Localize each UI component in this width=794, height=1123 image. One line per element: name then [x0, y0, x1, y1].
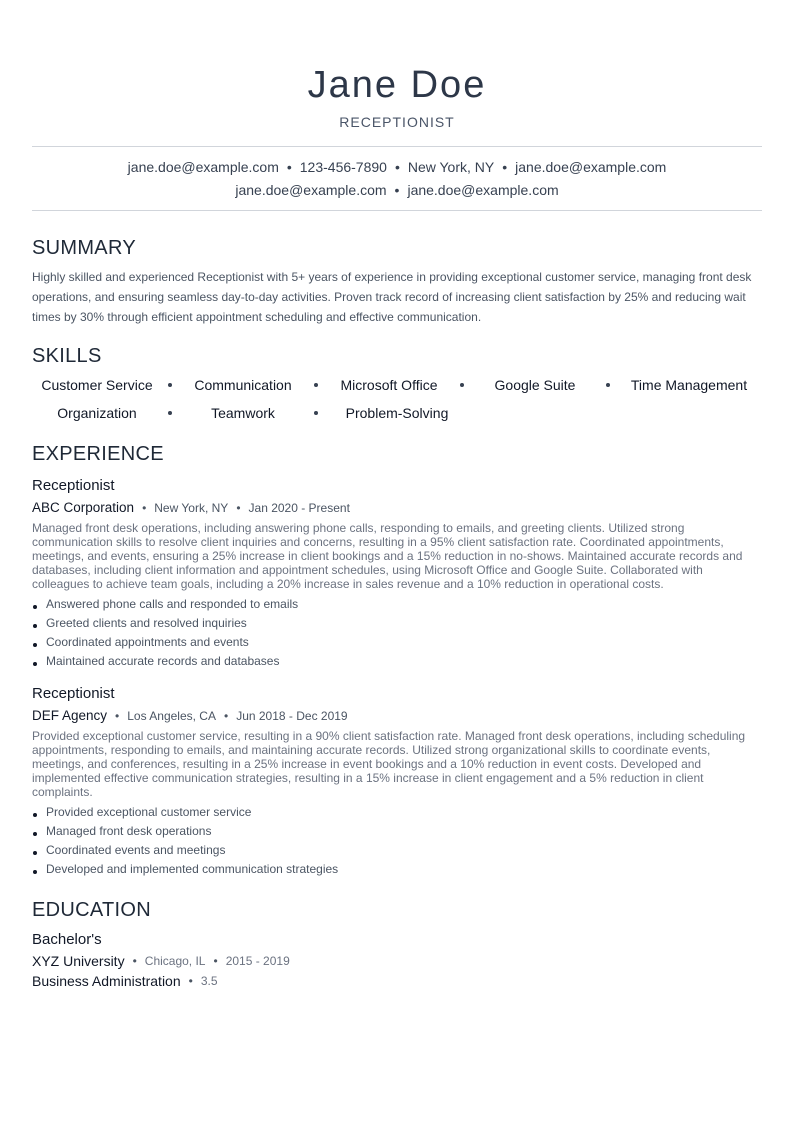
bullet-text: Coordinated events and meetings [46, 843, 226, 857]
section-title-experience: EXPERIENCE [32, 443, 164, 465]
experience-section [32, 443, 762, 879]
skill-item [32, 403, 178, 423]
separator-dot: • [236, 501, 241, 515]
skill-label: Time Management [630, 377, 748, 393]
list-item [32, 633, 762, 652]
contact-email[interactable]: jane.doe@example.com [407, 182, 559, 198]
separator-dot [314, 383, 318, 387]
education-gpa: 3.5 [200, 974, 218, 988]
education-school-line [32, 951, 762, 971]
job-location: Los Angeles, CA [127, 709, 216, 723]
education-field: Business Administration [32, 973, 181, 989]
skill-label: Teamwork [211, 405, 275, 421]
bullet-text: Answered phone calls and responded to emails [46, 597, 299, 611]
contact-divider [32, 210, 762, 211]
skill-item [324, 403, 470, 423]
contact-email[interactable]: jane.doe@example.com [235, 182, 387, 198]
contact-location: New York, NY [407, 159, 495, 175]
list-item [32, 860, 762, 879]
candidate-name: Jane Doe [307, 64, 487, 106]
job-description: Managed front desk operations, including answering phone calls, responding to emails, and greeting clients. Utilized strong communication skills to resolve client inquiries and concerns, resulting in a 95% client satisfaction rate. Coordinated appointments, meetings, and events, ensuring a 25% increase in client bookings and a 15% reduction in no-shows. Maintained accurate records and databases, including client information and appointment schedules, using Microsoft Office and Google Suite. Collaborated with colleagues to achieve team goals, including a 20% increase in sales revenue and a 10% reduction in operational costs. [32, 521, 743, 591]
bullet-icon [33, 605, 37, 609]
bullet-text: Maintained accurate records and databases [46, 654, 280, 668]
list-item [32, 841, 762, 860]
contact-line-2 [32, 179, 762, 202]
bullet-icon [33, 624, 37, 628]
contact-email[interactable]: jane.doe@example.com [515, 159, 667, 175]
job-dates: Jan 2020 - Present [248, 501, 350, 515]
bullet-icon [33, 662, 37, 666]
bullet-text: Managed front desk operations [46, 824, 212, 838]
education-location: Chicago, IL [144, 954, 206, 968]
bullet-text: Developed and implemented communication strategies [46, 862, 339, 876]
bullet-text: Coordinated appointments and events [46, 635, 249, 649]
skills-section [32, 345, 762, 423]
contact-email[interactable]: jane.doe@example.com [127, 159, 279, 175]
summary-section [32, 237, 762, 327]
skill-label: Problem-Solving [345, 405, 449, 421]
separator-dot: • [213, 954, 218, 968]
bullet-icon [33, 813, 37, 817]
resume-header [32, 0, 762, 130]
bullet-icon [33, 851, 37, 855]
education-field-line [32, 971, 762, 991]
skill-label: Google Suite [494, 377, 576, 393]
skill-label: Customer Service [41, 377, 153, 393]
separator-dot [314, 411, 318, 415]
skill-item [178, 375, 324, 395]
job-meta [32, 500, 762, 516]
separator-dot: • [132, 954, 137, 968]
education-dates: 2015 - 2019 [225, 954, 290, 968]
list-item [32, 822, 762, 841]
separator-dot [168, 411, 172, 415]
job-location: New York, NY [154, 501, 229, 515]
job-company: DEF Agency [32, 708, 108, 723]
bullet-icon [33, 643, 37, 647]
section-title-education: EDUCATION [32, 899, 151, 921]
bullet-icon [33, 832, 37, 836]
job-description: Provided exceptional customer service, resulting in a 90% client satisfaction rate. Managed front desk operations, including scheduling appointments, responding to emails, and maintaining accurate records. Utilized strong organizational skills to coordinate events, meetings, and conferences, resulting in a 25% increase in event bookings and a 10% reduction in event costs. Developed and implemented effective communication strategies, resulting in a 15% increase in client engagement and a 5% reduction in client complaints. [32, 729, 746, 799]
skill-item [324, 375, 470, 395]
job-bullets [32, 595, 762, 671]
education-school: XYZ University [32, 953, 125, 969]
list-item [32, 595, 762, 614]
skill-item [178, 403, 324, 423]
list-item [32, 652, 762, 671]
skill-item [470, 375, 616, 395]
separator-dot [168, 383, 172, 387]
job-entry [32, 477, 762, 671]
summary-text: Highly skilled and experienced Receptionist with 5+ years of experience in providing exceptional customer service, managing front desk operations, and ensuring seamless day-to-day activities. Proven track record of increasing client satisfaction by 25% and reducing wait times by 30% through efficient appointment scheduling and effective communication. [32, 270, 752, 324]
separator-dot: • [188, 974, 193, 988]
education-degree: Bachelor's [32, 931, 102, 948]
bullet-text: Provided exceptional customer service [46, 805, 252, 819]
skills-row-2 [32, 403, 762, 423]
section-title-skills: SKILLS [32, 345, 102, 367]
job-company: ABC Corporation [32, 500, 135, 515]
job-entry [32, 685, 762, 879]
bullet-text: Greeted clients and resolved inquiries [46, 616, 247, 630]
skill-label: Organization [57, 405, 137, 421]
section-title-summary: SUMMARY [32, 237, 136, 259]
contact-phone[interactable]: 123-456-7890 [299, 159, 387, 175]
skill-label: Microsoft Office [340, 377, 438, 393]
separator-dot: • [223, 709, 229, 723]
skills-row-1 [32, 375, 762, 395]
contact-info [32, 147, 762, 210]
job-dates: Jun 2018 - Dec 2019 [236, 709, 348, 723]
list-item [32, 803, 762, 822]
separator-dot: • [286, 159, 292, 175]
skill-item [616, 375, 762, 395]
separator-dot: • [394, 159, 400, 175]
separator-dot: • [115, 709, 120, 723]
skill-label: Communication [194, 377, 292, 393]
bullet-icon [33, 870, 37, 874]
separator-dot: • [394, 182, 400, 198]
job-meta [32, 708, 762, 724]
contact-line-1 [32, 156, 762, 179]
separator-dot: • [142, 501, 147, 515]
separator-dot: • [502, 159, 508, 175]
job-title: Receptionist [32, 477, 115, 494]
separator-dot [460, 383, 464, 387]
job-title: Receptionist [32, 685, 115, 702]
separator-dot [606, 383, 610, 387]
list-item [32, 614, 762, 633]
candidate-role: RECEPTIONIST [339, 114, 455, 130]
education-section [32, 899, 762, 991]
job-bullets [32, 803, 762, 879]
skill-item [32, 375, 178, 395]
